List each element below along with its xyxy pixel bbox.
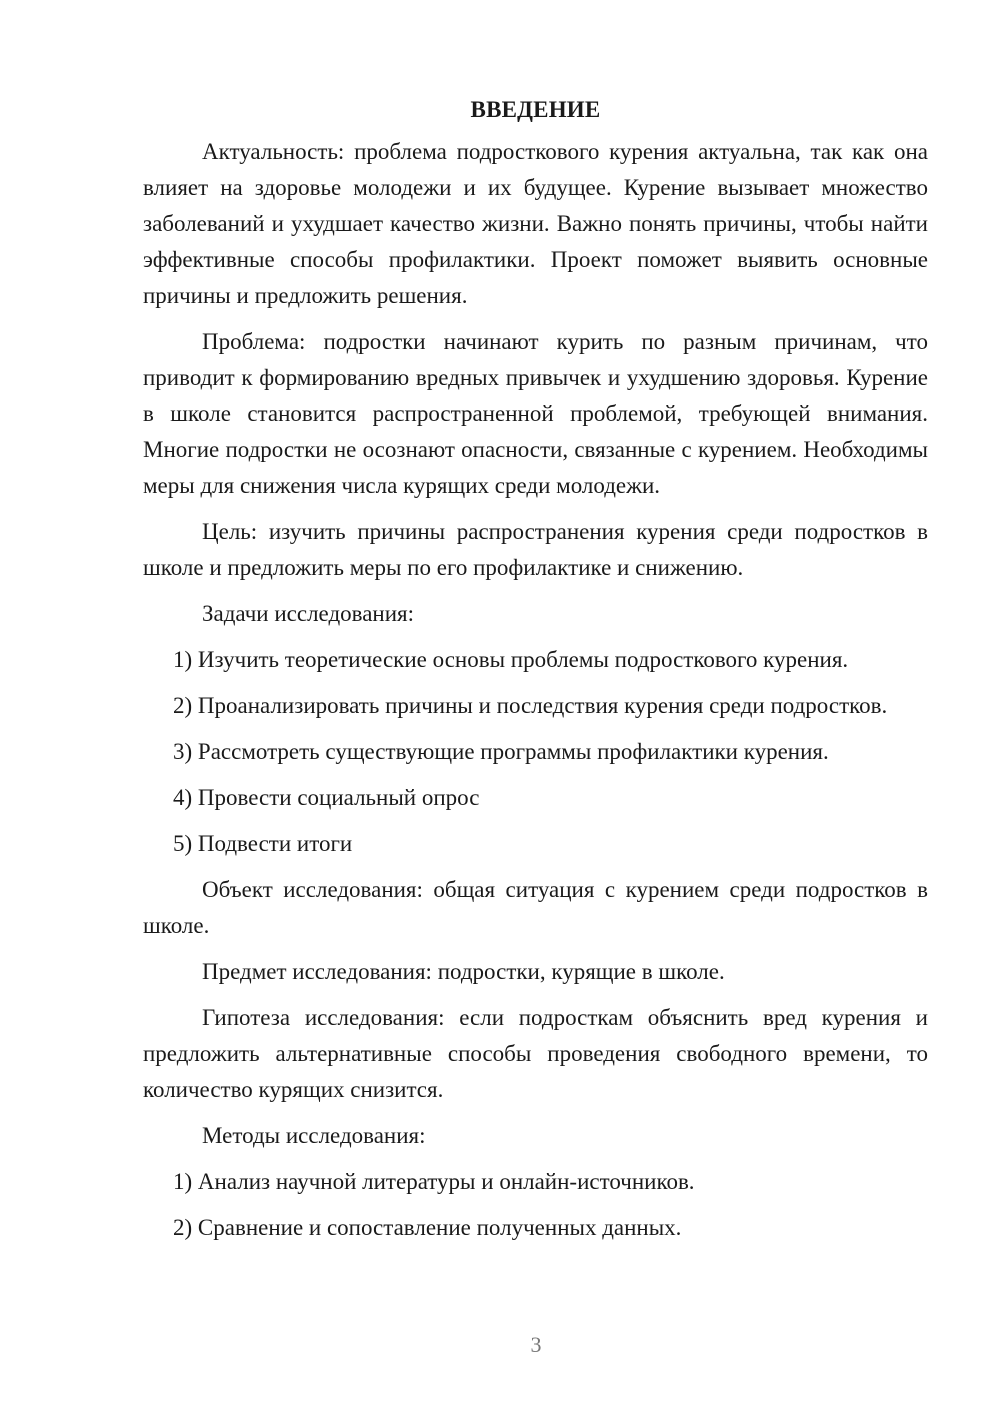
paragraph-problem: Проблема: подростки начинают курить по разным причинам, что приводит к формированию вредных привычек и ухудшению здоровья. Курение в школе становится распространенной проблемой, требующей внимания. Многие подростки не осознают опасности, связанные с курением. Необходимы меры для снижения числа курящих среди молодежи.	[143, 329, 928, 498]
task-item: 1) Изучить теоретические основы проблемы подросткового курения.	[173, 647, 849, 672]
method-item: 2) Сравнение и сопоставление полученных данных.	[173, 1215, 682, 1240]
paragraph-hypothesis: Гипотеза исследования: если подросткам объяснить вред курения и предложить альтернативные способы проведения свободного времени, то количество курящих снизится.	[143, 1005, 928, 1102]
page-title: ВВЕДЕНИЕ	[470, 97, 601, 122]
paragraph-goal: Цель: изучить причины распространения курения среди подростков в школе и предложить меры по его профилактике и снижению.	[143, 519, 928, 580]
method-item: 1) Анализ научной литературы и онлайн-источников.	[173, 1169, 695, 1194]
paragraph-subject: Предмет исследования: подростки, курящие в школе.	[202, 959, 725, 984]
paragraph-relevance: Актуальность: проблема подросткового курения актуальна, так как она влияет на здоровье молодежи и их будущее. Курение вызывает множество заболеваний и ухудшает качество жизни. Важно понять причины, чтобы найти эффективные способы профилактики. Проект поможет выявить основные причины и предложить решения.	[143, 139, 928, 308]
paragraph-object: Объект исследования: общая ситуация с курением среди подростков в школе.	[143, 877, 928, 938]
page-content	[143, 92, 928, 1256]
task-item: 3) Рассмотреть существующие программы профилактики курения.	[173, 739, 829, 764]
tasks-heading: Задачи исследования:	[202, 601, 415, 626]
task-item: 4) Провести социальный опрос	[173, 785, 480, 810]
task-item: 2) Проанализировать причины и последствия курения среди подростков.	[173, 693, 888, 718]
page-number: 3	[530, 1332, 542, 1357]
methods-heading: Методы исследования:	[202, 1123, 426, 1148]
task-item: 5) Подвести итоги	[173, 831, 353, 856]
